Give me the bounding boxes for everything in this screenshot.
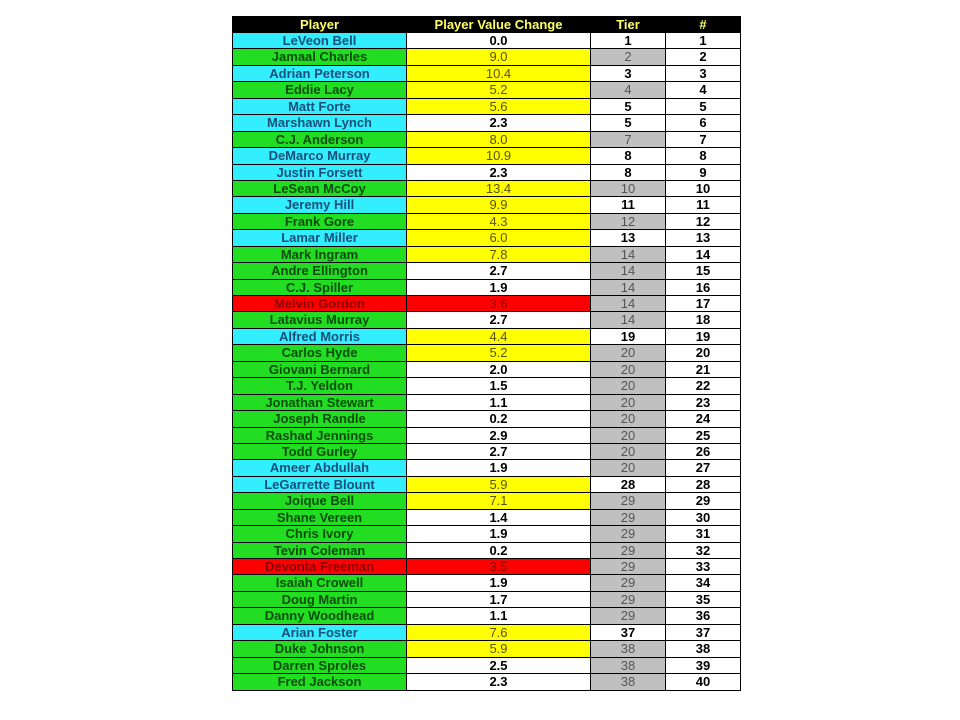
value-change-cell: 13.4 — [407, 181, 591, 197]
rank-cell: 9 — [666, 165, 741, 181]
player-name-cell: Darren Sproles — [232, 658, 407, 674]
player-name-cell: Ameer Abdullah — [232, 460, 407, 476]
table-row — [232, 444, 741, 460]
player-name-cell: Isaiah Crowell — [232, 575, 407, 591]
table-row — [232, 214, 741, 230]
value-change-cell: 2.7 — [407, 312, 591, 328]
rank-cell: 13 — [666, 230, 741, 246]
rank-cell: 29 — [666, 493, 741, 509]
value-change-cell: 1.9 — [407, 280, 591, 296]
player-name-cell: Devonta Freeman — [232, 559, 407, 575]
rank-cell: 38 — [666, 641, 741, 657]
table-row — [232, 247, 741, 263]
value-change-cell: 0.2 — [407, 411, 591, 427]
value-change-cell: 2.3 — [407, 115, 591, 131]
table-row — [232, 312, 741, 328]
value-change-cell: 8.0 — [407, 132, 591, 148]
player-name-cell: Lamar Miller — [232, 230, 407, 246]
tier-cell: 10 — [591, 181, 666, 197]
tier-cell: 20 — [591, 460, 666, 476]
value-change-cell: 10.4 — [407, 66, 591, 82]
rank-cell: 16 — [666, 280, 741, 296]
value-change-cell: 9.9 — [407, 197, 591, 213]
value-change-cell: 7.8 — [407, 247, 591, 263]
table-row — [232, 165, 741, 181]
table-row — [232, 625, 741, 641]
player-name-cell: Arian Foster — [232, 625, 407, 641]
value-change-cell: 1.4 — [407, 510, 591, 526]
value-change-cell: 1.1 — [407, 608, 591, 624]
table-row — [232, 477, 741, 493]
tier-cell: 28 — [591, 477, 666, 493]
table-row — [232, 428, 741, 444]
value-change-cell: 2.7 — [407, 444, 591, 460]
tier-cell: 14 — [591, 280, 666, 296]
player-name-cell: Matt Forte — [232, 99, 407, 115]
tier-cell: 20 — [591, 411, 666, 427]
table-row — [232, 608, 741, 624]
tier-cell: 14 — [591, 312, 666, 328]
table-row — [232, 559, 741, 575]
tier-cell: 20 — [591, 345, 666, 361]
value-change-cell: 3.6 — [407, 296, 591, 312]
player-name-cell: Giovani Bernard — [232, 362, 407, 378]
rank-cell: 27 — [666, 460, 741, 476]
table-row — [232, 280, 741, 296]
value-change-cell: 1.9 — [407, 526, 591, 542]
header-player: Player — [232, 16, 407, 33]
table-row — [232, 411, 741, 427]
table-row — [232, 543, 741, 559]
table-row — [232, 658, 741, 674]
tier-cell: 29 — [591, 510, 666, 526]
table-row — [232, 460, 741, 476]
player-name-cell: Doug Martin — [232, 592, 407, 608]
value-change-cell: 1.9 — [407, 460, 591, 476]
tier-cell: 14 — [591, 263, 666, 279]
rank-cell: 23 — [666, 395, 741, 411]
value-change-cell: 5.9 — [407, 477, 591, 493]
player-name-cell: LeGarrette Blount — [232, 477, 407, 493]
rank-cell: 24 — [666, 411, 741, 427]
tier-cell: 20 — [591, 378, 666, 394]
value-change-cell: 7.1 — [407, 493, 591, 509]
rank-cell: 28 — [666, 477, 741, 493]
rank-cell: 18 — [666, 312, 741, 328]
value-change-cell: 10.9 — [407, 148, 591, 164]
rank-cell: 31 — [666, 526, 741, 542]
rank-cell: 39 — [666, 658, 741, 674]
player-name-cell: Mark Ingram — [232, 247, 407, 263]
value-change-cell: 1.9 — [407, 575, 591, 591]
table-row — [232, 641, 741, 657]
tier-cell: 38 — [591, 674, 666, 690]
rank-cell: 21 — [666, 362, 741, 378]
rank-cell: 11 — [666, 197, 741, 213]
tier-cell: 3 — [591, 66, 666, 82]
rank-cell: 8 — [666, 148, 741, 164]
table-row — [232, 674, 741, 690]
tier-cell: 29 — [591, 592, 666, 608]
table-row — [232, 493, 741, 509]
tier-cell: 29 — [591, 559, 666, 575]
tier-cell: 38 — [591, 658, 666, 674]
rank-cell: 30 — [666, 510, 741, 526]
player-name-cell: Justin Forsett — [232, 165, 407, 181]
value-change-cell: 4.4 — [407, 329, 591, 345]
rank-cell: 26 — [666, 444, 741, 460]
rank-cell: 15 — [666, 263, 741, 279]
value-change-cell: 9.0 — [407, 49, 591, 65]
table-row — [232, 49, 741, 65]
player-name-cell: Jonathan Stewart — [232, 395, 407, 411]
rank-cell: 10 — [666, 181, 741, 197]
table-row — [232, 99, 741, 115]
table-row — [232, 181, 741, 197]
table-row — [232, 378, 741, 394]
value-change-cell: 2.0 — [407, 362, 591, 378]
rank-cell: 12 — [666, 214, 741, 230]
player-name-cell: Eddie Lacy — [232, 82, 407, 98]
value-change-cell: 5.9 — [407, 641, 591, 657]
player-name-cell: Jamaal Charles — [232, 49, 407, 65]
tier-cell: 7 — [591, 132, 666, 148]
tier-cell: 29 — [591, 493, 666, 509]
tier-cell: 2 — [591, 49, 666, 65]
table-row — [232, 115, 741, 131]
value-change-cell: 0.0 — [407, 33, 591, 49]
tier-cell: 20 — [591, 444, 666, 460]
table-row — [232, 592, 741, 608]
table-row — [232, 66, 741, 82]
tier-cell: 5 — [591, 99, 666, 115]
tier-cell: 20 — [591, 428, 666, 444]
table-row — [232, 329, 741, 345]
rank-cell: 6 — [666, 115, 741, 131]
tier-cell: 14 — [591, 247, 666, 263]
rank-cell: 22 — [666, 378, 741, 394]
value-change-cell: 1.7 — [407, 592, 591, 608]
tier-cell: 19 — [591, 329, 666, 345]
player-name-cell: DeMarco Murray — [232, 148, 407, 164]
rank-cell: 14 — [666, 247, 741, 263]
rank-cell: 19 — [666, 329, 741, 345]
player-name-cell: Fred Jackson — [232, 674, 407, 690]
value-change-cell: 2.7 — [407, 263, 591, 279]
table-row — [232, 345, 741, 361]
table-row — [232, 148, 741, 164]
player-name-cell: Jeremy Hill — [232, 197, 407, 213]
player-name-cell: Andre Ellington — [232, 263, 407, 279]
player-name-cell: T.J. Yeldon — [232, 378, 407, 394]
player-name-cell: Frank Gore — [232, 214, 407, 230]
rank-cell: 25 — [666, 428, 741, 444]
value-change-cell: 0.2 — [407, 543, 591, 559]
rank-cell: 40 — [666, 674, 741, 690]
tier-cell: 29 — [591, 608, 666, 624]
rank-cell: 35 — [666, 592, 741, 608]
rank-cell: 3 — [666, 66, 741, 82]
table-row — [232, 526, 741, 542]
header-rank: # — [666, 16, 741, 33]
table-row — [232, 132, 741, 148]
rank-cell: 5 — [666, 99, 741, 115]
table-row — [232, 82, 741, 98]
rank-cell: 33 — [666, 559, 741, 575]
table-row — [232, 362, 741, 378]
tier-cell: 11 — [591, 197, 666, 213]
table-row — [232, 197, 741, 213]
value-change-cell: 2.3 — [407, 674, 591, 690]
rank-cell: 32 — [666, 543, 741, 559]
tier-cell: 13 — [591, 230, 666, 246]
table-row — [232, 263, 741, 279]
player-name-cell: Joique Bell — [232, 493, 407, 509]
table-row — [232, 575, 741, 591]
value-change-cell: 6.0 — [407, 230, 591, 246]
value-change-cell: 5.2 — [407, 345, 591, 361]
player-value-table — [232, 16, 741, 691]
header-row — [232, 16, 741, 33]
player-name-cell: Joseph Randle — [232, 411, 407, 427]
value-change-cell: 5.6 — [407, 99, 591, 115]
player-name-cell: Shane Vereen — [232, 510, 407, 526]
table-row — [232, 33, 741, 49]
value-change-cell: 1.1 — [407, 395, 591, 411]
value-change-cell: 2.5 — [407, 658, 591, 674]
tier-cell: 20 — [591, 362, 666, 378]
player-name-cell: Melvin Gordon — [232, 296, 407, 312]
player-name-cell: LeVeon Bell — [232, 33, 407, 49]
rank-cell: 1 — [666, 33, 741, 49]
tier-cell: 14 — [591, 296, 666, 312]
value-change-cell: 2.9 — [407, 428, 591, 444]
table-row — [232, 395, 741, 411]
rank-cell: 37 — [666, 625, 741, 641]
player-name-cell: LeSean McCoy — [232, 181, 407, 197]
rank-cell: 2 — [666, 49, 741, 65]
value-change-cell: 1.5 — [407, 378, 591, 394]
player-name-cell: C.J. Spiller — [232, 280, 407, 296]
value-change-cell: 4.3 — [407, 214, 591, 230]
player-name-cell: Carlos Hyde — [232, 345, 407, 361]
player-name-cell: Adrian Peterson — [232, 66, 407, 82]
player-name-cell: Rashad Jennings — [232, 428, 407, 444]
player-name-cell: C.J. Anderson — [232, 132, 407, 148]
tier-cell: 1 — [591, 33, 666, 49]
tier-cell: 29 — [591, 543, 666, 559]
player-name-cell: Alfred Morris — [232, 329, 407, 345]
tier-cell: 8 — [591, 148, 666, 164]
table-row — [232, 510, 741, 526]
value-change-cell: 5.2 — [407, 82, 591, 98]
player-name-cell: Todd Gurley — [232, 444, 407, 460]
table-row — [232, 230, 741, 246]
tier-cell: 4 — [591, 82, 666, 98]
rank-cell: 7 — [666, 132, 741, 148]
rank-cell: 20 — [666, 345, 741, 361]
value-change-cell: 2.3 — [407, 165, 591, 181]
player-name-cell: Chris Ivory — [232, 526, 407, 542]
rank-cell: 36 — [666, 608, 741, 624]
table-row — [232, 296, 741, 312]
header-tier: Tier — [591, 16, 666, 33]
player-name-cell: Marshawn Lynch — [232, 115, 407, 131]
tier-cell: 8 — [591, 165, 666, 181]
player-name-cell: Tevin Coleman — [232, 543, 407, 559]
tier-cell: 29 — [591, 575, 666, 591]
tier-cell: 20 — [591, 395, 666, 411]
rank-cell: 4 — [666, 82, 741, 98]
value-change-cell: 3.5 — [407, 559, 591, 575]
tier-cell: 5 — [591, 115, 666, 131]
value-change-cell: 7.6 — [407, 625, 591, 641]
rank-cell: 34 — [666, 575, 741, 591]
header-value-change: Player Value Change — [407, 16, 591, 33]
player-name-cell: Latavius Murray — [232, 312, 407, 328]
tier-cell: 37 — [591, 625, 666, 641]
tier-cell: 29 — [591, 526, 666, 542]
player-name-cell: Danny Woodhead — [232, 608, 407, 624]
tier-cell: 38 — [591, 641, 666, 657]
player-name-cell: Duke Johnson — [232, 641, 407, 657]
rank-cell: 17 — [666, 296, 741, 312]
tier-cell: 12 — [591, 214, 666, 230]
